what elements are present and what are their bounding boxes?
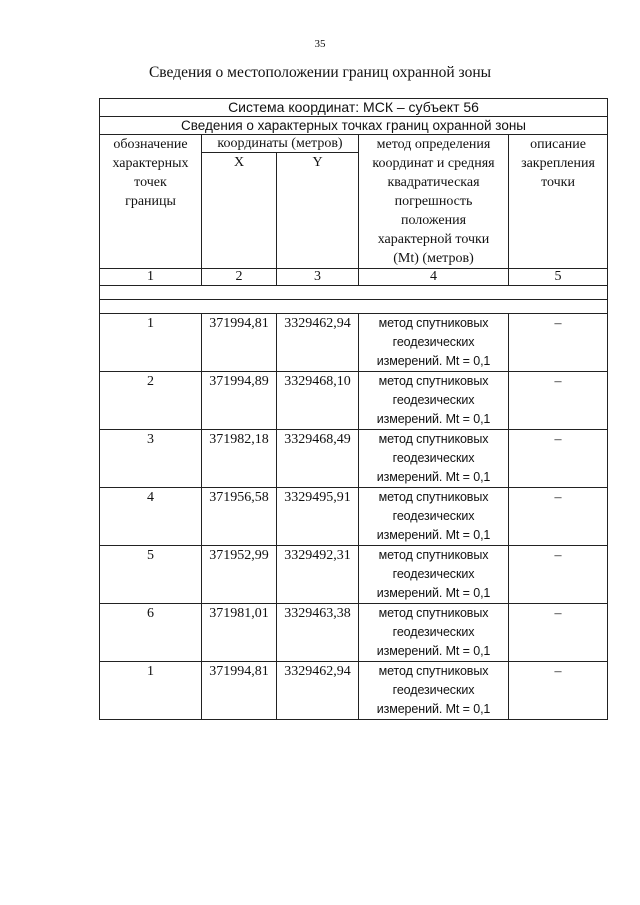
coordinate-system-header: Система координат: МСК – субъект 56	[100, 99, 608, 117]
table-row	[100, 662, 608, 720]
point-cell: 5	[100, 546, 202, 604]
method-cell: метод спутниковых геодезических измерений. Mt = 0,1	[359, 430, 509, 488]
document-title: Сведения о местоположении границ охранной зоны	[148, 64, 492, 81]
method-cell: метод спутниковых геодезических измерений. Mt = 0,1	[359, 372, 509, 430]
fixing-cell: –	[509, 372, 608, 430]
fixing-cell: –	[509, 604, 608, 662]
table-row	[100, 430, 608, 488]
x-cell: 371994,81	[202, 314, 277, 372]
fixing-cell: –	[509, 546, 608, 604]
point-cell: 4	[100, 488, 202, 546]
y-cell: 3329492,31	[277, 546, 359, 604]
y-cell: 3329462,94	[277, 314, 359, 372]
method-cell: метод спутниковых геодезических измерений. Mt = 0,1	[359, 488, 509, 546]
y-cell: 3329495,91	[277, 488, 359, 546]
method-cell: метод спутниковых геодезических измерений. Mt = 0,1	[359, 662, 509, 720]
method-cell: метод спутниковых геодезических измерений. Mt = 0,1	[359, 546, 509, 604]
y-cell: 3329462,94	[277, 662, 359, 720]
fixing-cell: –	[509, 430, 608, 488]
fixing-cell: –	[509, 488, 608, 546]
point-cell: 1	[100, 314, 202, 372]
column-number: 4	[359, 269, 509, 286]
point-cell: 2	[100, 372, 202, 430]
column-number: 2	[202, 269, 277, 286]
table-row	[100, 372, 608, 430]
column-number: 5	[509, 269, 608, 286]
header-coordinates: координаты (метров)	[202, 135, 359, 153]
table-row	[100, 546, 608, 604]
y-cell: 3329468,49	[277, 430, 359, 488]
x-cell: 371994,89	[202, 372, 277, 430]
fixing-cell: –	[509, 662, 608, 720]
header-point-designation: обозначение характерных точек границы	[100, 135, 202, 269]
x-cell: 371952,99	[202, 546, 277, 604]
point-cell: 6	[100, 604, 202, 662]
method-cell: метод спутниковых геодезических измерений. Mt = 0,1	[359, 604, 509, 662]
column-number: 1	[100, 269, 202, 286]
point-cell: 1	[100, 662, 202, 720]
table-row	[100, 488, 608, 546]
section-title-header: Сведения о характерных точках границ охранной зоны	[100, 117, 608, 135]
page-number: 35	[314, 38, 326, 50]
table-row	[100, 314, 608, 372]
y-cell: 3329468,10	[277, 372, 359, 430]
boundary-points-table	[99, 98, 608, 720]
point-cell: 3	[100, 430, 202, 488]
method-cell: метод спутниковых геодезических измерений. Mt = 0,1	[359, 314, 509, 372]
spacer-row	[100, 300, 608, 314]
x-cell: 371982,18	[202, 430, 277, 488]
y-cell: 3329463,38	[277, 604, 359, 662]
header-x: X	[202, 153, 277, 269]
header-method: метод определения координат и средняя квадратическая погрешность положения характерной точки (Mt) (метров)	[359, 135, 509, 269]
x-cell: 371994,81	[202, 662, 277, 720]
fixing-cell: –	[509, 314, 608, 372]
column-number: 3	[277, 269, 359, 286]
x-cell: 371956,58	[202, 488, 277, 546]
spacer-row	[100, 286, 608, 300]
header-y: Y	[277, 153, 359, 269]
x-cell: 371981,01	[202, 604, 277, 662]
header-fixing-description: описание закрепления точки	[509, 135, 608, 269]
table-row	[100, 604, 608, 662]
